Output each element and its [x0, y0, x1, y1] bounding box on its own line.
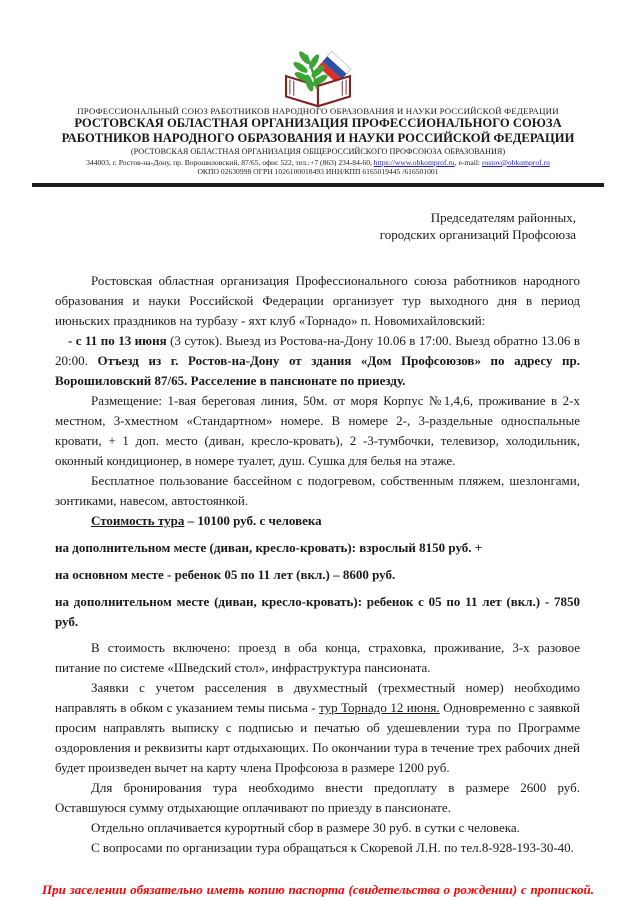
- paragraph-resort-fee: Отдельно оплачивается курортный сбор в размере 30 руб. в сутки с человека.: [91, 819, 520, 835]
- organization-name-line1: РОСТОВСКАЯ ОБЛАСТНАЯ ОРГАНИЗАЦИЯ ПРОФЕССИОНАЛЬНОГО СОЮЗА: [74, 116, 562, 130]
- price-title: [55, 511, 580, 531]
- paragraph-applications: [55, 678, 580, 778]
- price-line-extra-adult: на дополнительном месте (диван, кресло-кровать): взрослый 8150 руб. +: [55, 539, 483, 555]
- email-subject-underlined: тур Торнадо 12 июня.: [319, 699, 440, 715]
- paragraph-accommodation: Размещение: 1-вая береговая линия, 50м. от моря Корпус №1,4,6, проживание в 2-х местном, 3-хместном «Стандартном» номере. В номере 2-, 3-раздельные односпальные кровати, + 1 доп. место (диван, кресло-кровать), 2 -3-тумбочки, телевизор, холодильник, оконный кондиционер, в номере туалет, душ. Сушка для белья на этаже.: [55, 392, 580, 468]
- letterhead: [0, 0, 636, 176]
- passport-warning-note: При заселении обязательно иметь копию паспорта (свидетельства о рождении) с пропиской.: [42, 881, 594, 897]
- applications-text-2: Одновременно с заявкой просим направлять выписку с подписью и печатью об удешевлении тура по Программе оздоровления и реквизиты карт отдыхающих. По окончании тура в течение трех рабочих дней будет произведен вычет на карту члена Профсоюза в размере 1200 руб.: [55, 699, 581, 775]
- price-title-underlined: Стоимость тура: [91, 512, 185, 528]
- postal-address: 344003, г. Ростов-на-Дону, пр. Ворошиловский, 87/65, офис 522, тел.:+7 (863) 234-84-60,: [86, 157, 374, 167]
- organization-name-line2: РАБОТНИКОВ НАРОДНОГО ОБРАЗОВАНИЯ И НАУКИ РОССИЙСКОЙ ФЕДЕРАЦИИ: [61, 130, 575, 145]
- paragraph-booking: Для бронирования тура необходимо внести предоплату в размере 2600 руб. Оставшуюся сумму отдыхающие оплачивают по приезду в пансионате.: [55, 779, 580, 815]
- email-link[interactable]: rostov@obkomprof.ru: [481, 157, 550, 167]
- paragraph-included: В стоимость включено: проезд в оба конца, страховка, проживание, 3-х разовое питание по системе «Шведский стол», инфраструктура пансионата.: [55, 639, 580, 675]
- paragraph-amenities: Бесплатное пользование бассейном с подогревом, собственным пляжем, шезлонгами, зонтиками, навесом, автостоянкой.: [55, 472, 580, 508]
- union-logo: [276, 50, 360, 112]
- applications-text-1: Заявки с учетом расселения в двухместный (трехместный номер) необходимо направлять в обком с указанием темы письма -: [55, 679, 580, 715]
- recipient-block: [0, 209, 576, 243]
- registry-codes: ОКПО 02630998 ОГРН 1026100018493 ИНН/КПП 6165019445 /616501001: [197, 166, 439, 176]
- union-full-name: ПРОФЕССИОНАЛЬНЫЙ СОЮЗ РАБОТНИКОВ НАРОДНОГО ОБРАЗОВАНИЯ И НАУКИ РОССИЙСКОЙ ФЕДЕРАЦИИ: [77, 106, 559, 116]
- recipient-line-2: городских организаций Профсоюза: [379, 226, 576, 242]
- price-line-child-main: на основном месте - ребенок 05 по 11 лет (вкл.) – 8600 руб.: [55, 566, 396, 582]
- tour-dates-bold: - с 11 по 13 июня: [68, 332, 167, 348]
- email-label: , e-mail:: [454, 157, 482, 167]
- letter-body: [55, 271, 580, 858]
- paragraph-intro: Ростовская областная организация Профессионального союза работников народного образования и науки Российской Федерации организует тур выходного дня в период июньских праздников на турбазу - яхт клуб «Торнадо» п. Новомихайловский:: [55, 272, 580, 328]
- departure-details: (3 суток). Выезд из Ростова-на-Дону 10.06 в 17:00. Выезд обратно 13.06 в 20:00.: [55, 332, 580, 368]
- price-title-amount: – 10100 руб. с человека: [184, 512, 322, 528]
- paragraph-contact-person: С вопросами по организации тура обращаться к Скоревой Л.Н. по тел.8-928-193-30-40.: [91, 839, 574, 855]
- departure-place-bold: Отъезд из г. Ростов-на-Дону от здания «Дом Профсоюзов» по адресу пр. Ворошиловский 87/65. Расселение в пансионате по приезду.: [55, 352, 580, 388]
- website-link[interactable]: https://www.obkomprof.ru: [373, 157, 455, 167]
- contact-line: [0, 158, 636, 167]
- paragraph-dates: [55, 331, 580, 391]
- price-line-child-extra: на дополнительном месте (диван, кресло-кровать): ребенок с 05 по 11 лет (вкл.) - 7850 руб.: [55, 593, 580, 629]
- organization-alt-name: (РОСТОВСКАЯ ОБЛАСТНАЯ ОРГАНИЗАЦИЯ ОБЩЕРОССИЙСКОГО ПРОФСОЮЗА ОБРАЗОВАНИЯ): [130, 146, 506, 156]
- recipient-line-1: Председателям районных,: [430, 209, 576, 225]
- letterhead-divider: [32, 183, 604, 187]
